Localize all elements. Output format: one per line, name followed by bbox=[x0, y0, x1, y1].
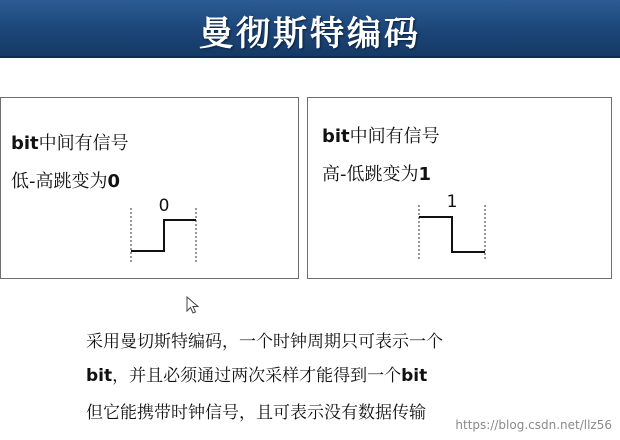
panel-right-transition-value: 1 bbox=[418, 164, 432, 185]
waveform-low-high bbox=[126, 194, 206, 268]
waveform-high-low bbox=[413, 191, 493, 265]
waveform-right-label: 1 bbox=[446, 192, 458, 212]
panel-left-line2 bbox=[11, 167, 120, 193]
page-title: 曼彻斯特编码 bbox=[199, 14, 421, 54]
panel-left-transition-text: 低-高跳变为 bbox=[11, 171, 108, 192]
description-bit-1: bit bbox=[86, 366, 113, 386]
panel-left-line1 bbox=[11, 129, 129, 155]
panel-right-line1 bbox=[322, 122, 440, 148]
description-line-3: 但它能携带时钟信号，且可表示没有数据传输 bbox=[86, 403, 426, 423]
panel-right-line2 bbox=[322, 160, 431, 186]
panel-right-bit: bit bbox=[322, 126, 350, 147]
waveform-right-signal bbox=[419, 217, 485, 252]
watermark: https://blog.csdn.net/llz56 bbox=[455, 418, 612, 432]
panel-high-low bbox=[307, 97, 612, 279]
panel-left-transition-value: 0 bbox=[107, 171, 121, 192]
waveform-left-signal bbox=[131, 220, 196, 251]
panel-low-high bbox=[0, 97, 299, 279]
waveform-left-label: 0 bbox=[158, 196, 170, 216]
panel-left-bit: bit bbox=[11, 133, 39, 154]
panel-right-transition-text: 高-低跳变为 bbox=[322, 164, 419, 185]
description-line-2-middle: ，并且必须通过两次采样才能得到一个 bbox=[112, 366, 402, 386]
description-line-2 bbox=[86, 361, 427, 386]
panel-left-signal-text: 中间有信号 bbox=[38, 133, 129, 154]
mouse-cursor-icon bbox=[186, 296, 200, 316]
title-banner bbox=[0, 0, 620, 58]
description-line-1: 采用曼切斯特编码，一个时钟周期只可表示一个 bbox=[86, 332, 443, 352]
description-bit-2: bit bbox=[401, 366, 428, 386]
panel-right-signal-text: 中间有信号 bbox=[349, 126, 440, 147]
